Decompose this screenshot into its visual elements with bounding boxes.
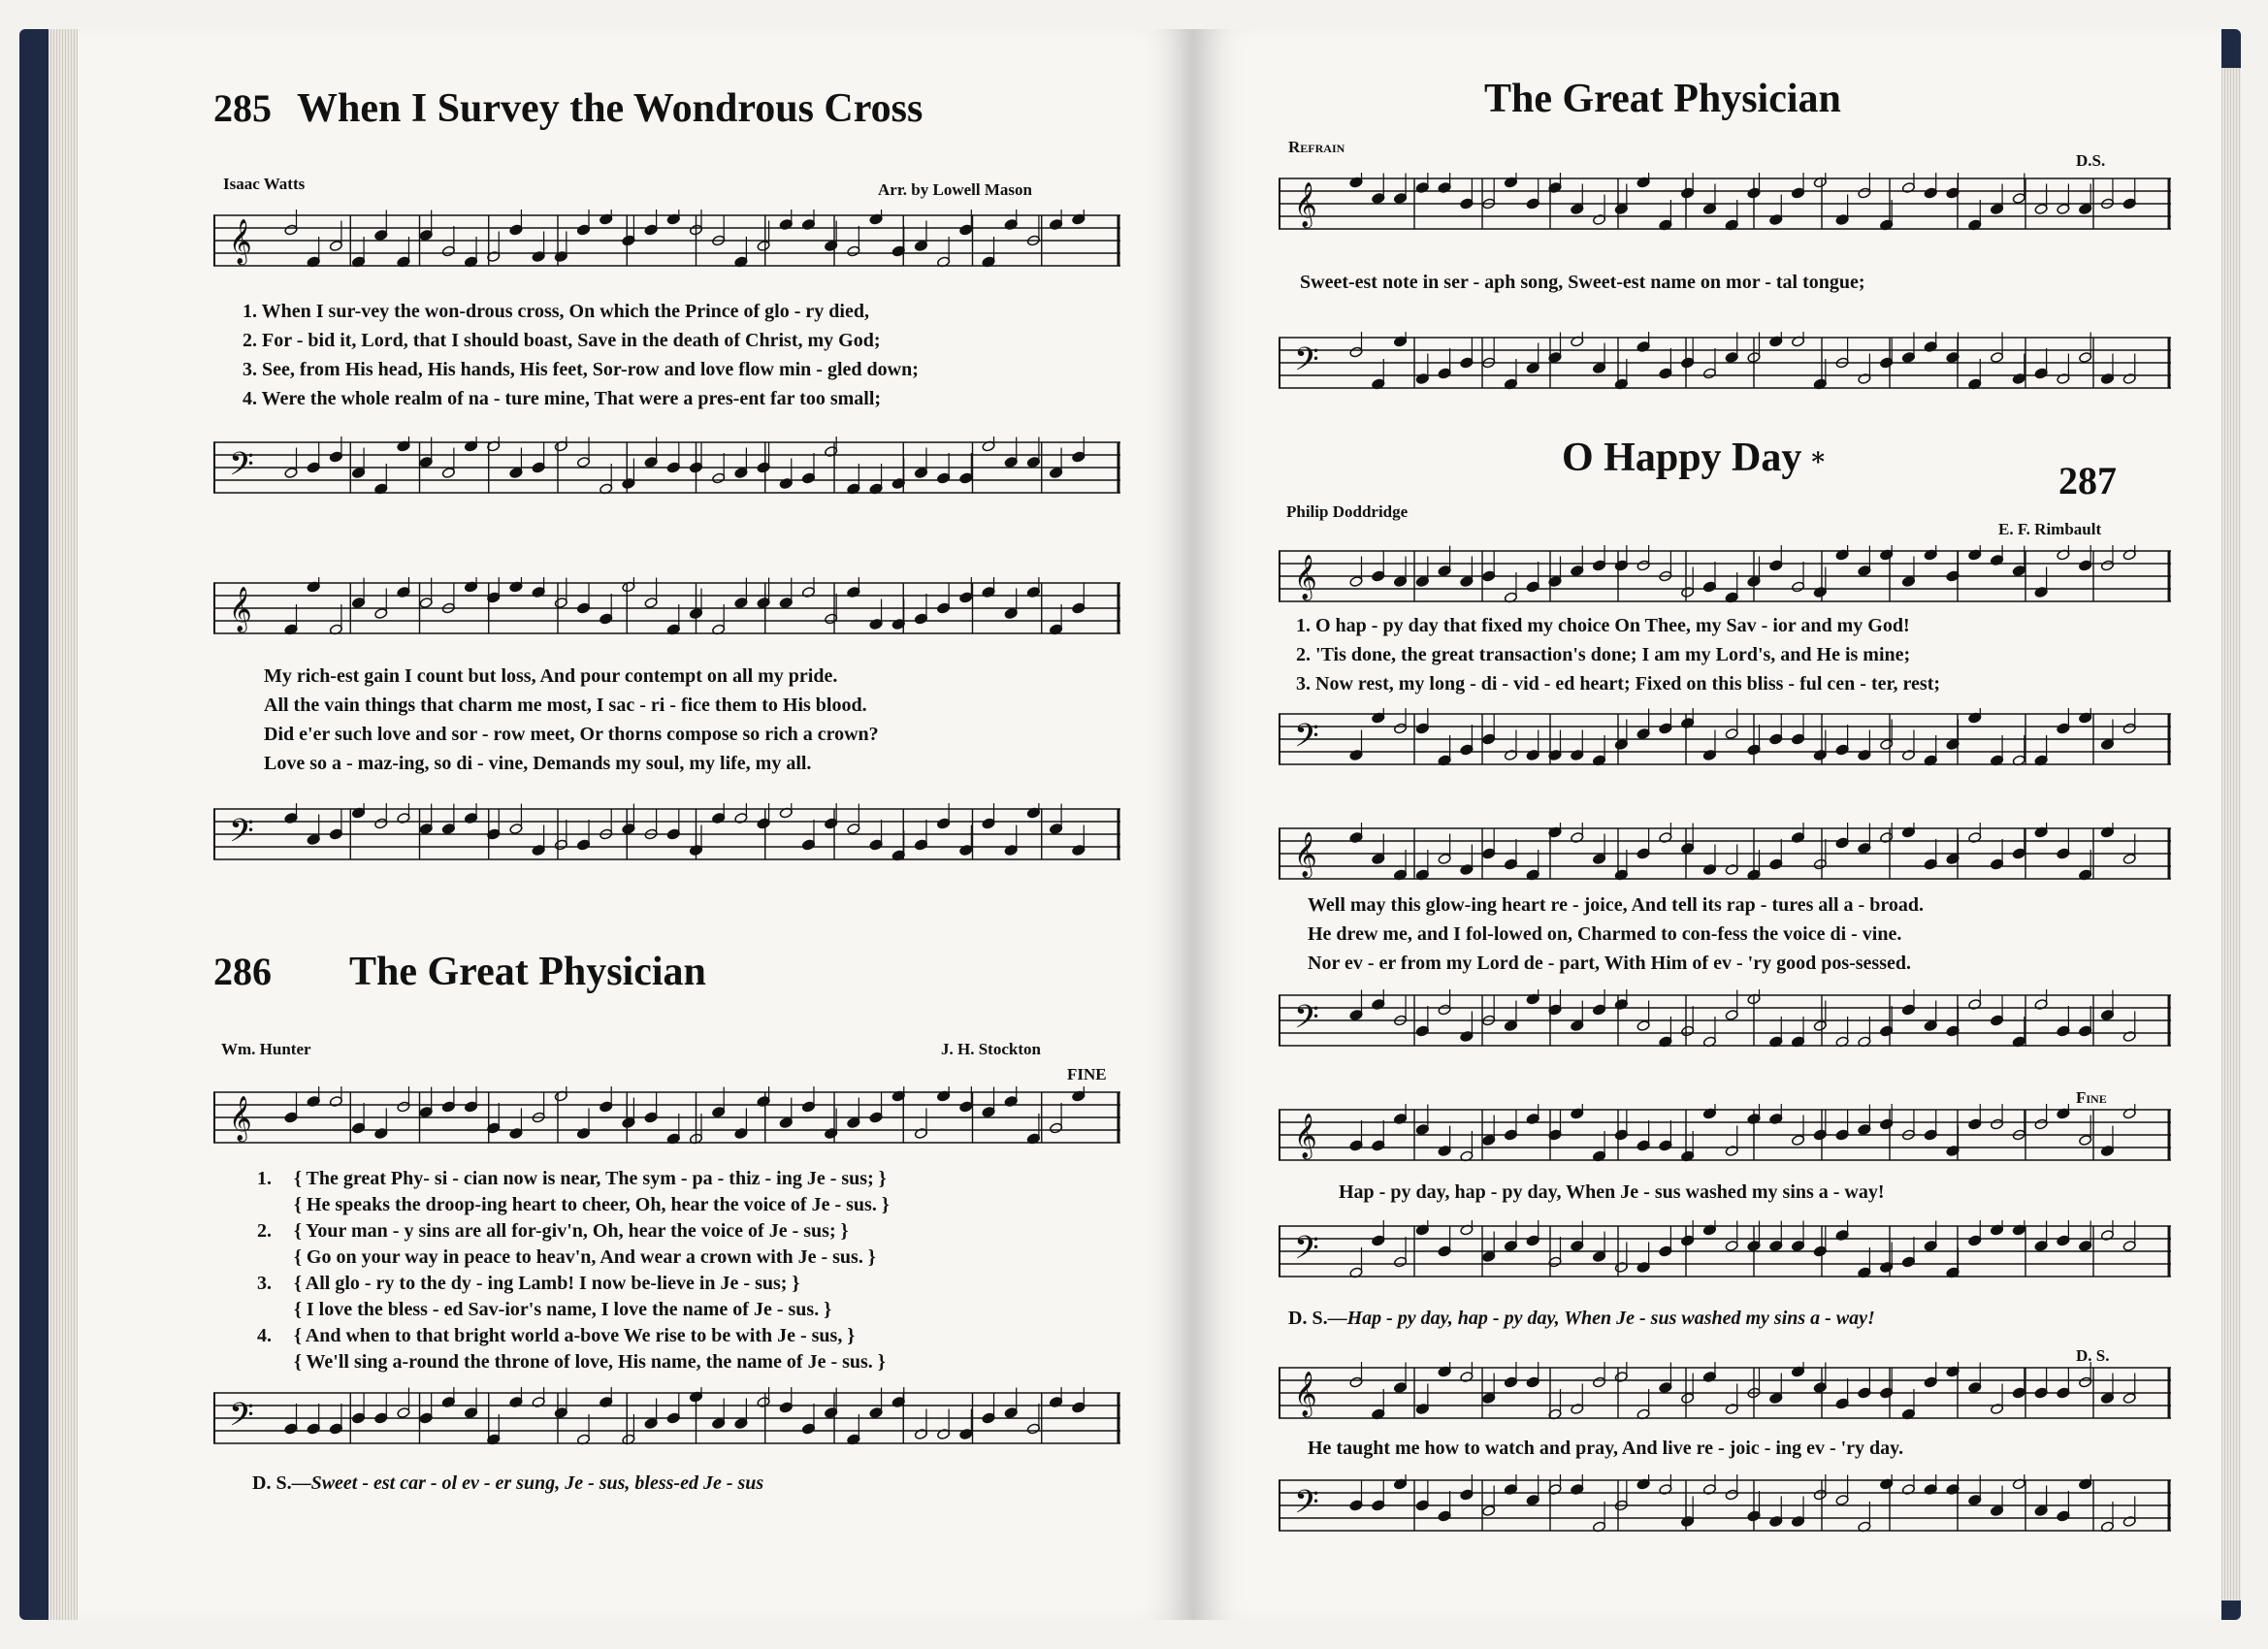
verse-line: 3. Now rest, my long - di - vid - ed heart; Fixed on this bliss - ful cen - ter, rest; [1296, 673, 1941, 695]
right-page [1193, 29, 2221, 1620]
music-staff-bass [213, 436, 1120, 499]
ds-mark: D. S. [2076, 1346, 2110, 1365]
svg-text:𝄞: 𝄞 [229, 1096, 252, 1141]
music-staff-bass [1279, 1474, 2171, 1536]
hymn-number: 285 [213, 86, 272, 130]
left-page [49, 29, 1193, 1620]
hymn-287-verses-a [1296, 611, 2169, 698]
svg-text:𝄞: 𝄞 [1294, 1372, 1317, 1416]
verse-line: He taught me how to watch and pray, And live re - joic - ing ev - 'ry day. [1308, 1438, 1904, 1459]
hymn-285-heading [213, 85, 923, 132]
verse-line: All the vain things that charm me most, I sac - ri - fice them to His blood. [264, 695, 867, 716]
hymn-title: The Great Physician [349, 950, 706, 994]
hymn-287-verses-b [1308, 890, 2171, 978]
hymn-author: Isaac Watts [223, 175, 306, 193]
verse-line: He drew me, and I fol-lowed on, Charmed to con-fess the voice di - vine. [1308, 923, 1902, 945]
svg-text:𝄞: 𝄞 [1294, 832, 1317, 877]
hymn-number: 286 [213, 950, 272, 993]
music-staff-bass [1279, 1220, 2171, 1282]
svg-text:𝄢: 𝄢 [229, 446, 254, 491]
hymn-author: Philip Doddridge [1286, 502, 1409, 521]
hymn-composer: J. H. Stockton [941, 1040, 1041, 1058]
verse-line: Nor ev - er from my Lord de - part, With Him of ev - 'ry good pos-sessed. [1308, 953, 1911, 974]
fine-mark: FINE [1067, 1065, 1107, 1083]
hymn-title: When I Survey the Wondrous Cross [297, 86, 923, 131]
music-staff-bass [213, 1387, 1120, 1449]
hymn-285-verses-a [243, 297, 1120, 413]
hymn-number: 287 [2058, 459, 2117, 502]
verse-line: 1. When I sur-vey the won-drous cross, On which the Prince of glo - ry died, [243, 301, 869, 322]
svg-text:𝄢: 𝄢 [229, 813, 254, 857]
music-staff-treble [1279, 823, 2171, 885]
music-staff-bass [1279, 989, 2171, 1051]
hymn-title: The Great Physician [1484, 77, 1841, 121]
last-lyric [1308, 1434, 2171, 1463]
music-staff-treble [213, 1086, 1120, 1148]
refrain-lyric [1339, 1178, 2173, 1207]
verse-line: 3. See, from His head, His hands, His feet, Sor-row and love flow min - gled down; [243, 359, 919, 380]
music-staff-bass [1279, 708, 2171, 770]
ds-mark: D.S. [2076, 151, 2106, 170]
verse-3: 3. { All glo - ry to the dy - ing Lamb! I now be-lieve in Je - sus; } { I love the bless - ed Sav-ior's name, I love the name of Je - sus. } [257, 1273, 832, 1320]
svg-text:𝄢: 𝄢 [1294, 341, 1319, 386]
verse-1: 1. { The great Phy- si - cian now is near, The sym - pa - thiz - ing Je - sus; } { He speaks the droop-ing heart to cheer, Oh, hear the voice of Je - sus. } [257, 1168, 890, 1215]
hymn-285-verses-b [264, 662, 1120, 778]
verse-line: 2. 'Tis done, the great transaction's done; I am my Lord's, and He is mine; [1296, 644, 1911, 665]
hymn-287-heading [1562, 435, 1825, 481]
refrain-line: Sweet-est note in ser - aph song, Sweet-est name on mor - tal tongue; [1300, 272, 1865, 293]
music-staff-treble [1279, 545, 2171, 607]
page-edges-left [49, 29, 78, 1620]
hymn-composer: Arr. by Lowell Mason [878, 180, 1032, 199]
music-staff-bass [213, 803, 1120, 865]
verse-line: My rich-est gain I count but loss, And pour contempt on all my pride. [264, 665, 838, 687]
verse-line: 1. O hap - py day that fixed my choice On Thee, my Sav - ior and my God! [1296, 615, 1910, 636]
svg-text:𝄞: 𝄞 [229, 587, 252, 631]
verse-line: 2. For - bid it, Lord, that I should boast, Save in the death of Christ, my God; [243, 330, 881, 351]
fine-mark: Fine [2076, 1088, 2107, 1107]
verse-line: Did e'er such love and sor - row meet, Or thorns compose so rich a crown? [264, 724, 879, 745]
music-staff-treble [213, 210, 1120, 272]
svg-text:𝄢: 𝄢 [1294, 1230, 1319, 1275]
svg-text:𝄢: 𝄢 [1294, 1484, 1319, 1529]
hymn-title: O Happy Day [1562, 436, 1802, 480]
svg-text:𝄞: 𝄞 [1294, 182, 1317, 227]
hymn-286-verses [257, 1166, 1111, 1375]
hymn-286-heading [213, 949, 706, 995]
music-staff-treble [1279, 1104, 2171, 1166]
footnote-star: * [1811, 448, 1825, 477]
hymn-286-continued-heading [1484, 76, 1841, 122]
svg-text:𝄢: 𝄢 [1294, 999, 1319, 1044]
hymnal-book [19, 29, 2241, 1620]
verse-line: Love so a - maz-ing, so di - vine, Demands my soul, my life, my all. [264, 753, 812, 774]
ds-line: D. S.—Hap - py day, hap - py day, When Je - sus washed my sins a - way! [1288, 1308, 1875, 1329]
svg-text:𝄢: 𝄢 [1294, 718, 1319, 762]
hymn-author: Wm. Hunter [221, 1040, 311, 1058]
svg-text:𝄢: 𝄢 [229, 1397, 254, 1441]
ds-line: D. S.—Sweet - est car - ol ev - er sung, Je - sus, bless-ed Je - sus [252, 1472, 764, 1494]
hymn-composer: E. F. Rimbault [1998, 520, 2102, 538]
music-staff-treble [1279, 173, 2171, 235]
verse-4: 4. { And when to that bright world a-bove We rise to be with Je - sus, } { We'll sing a-round the throne of love, His name, the name of Je - sus. } [257, 1325, 886, 1373]
refrain-lyric [1300, 268, 2173, 297]
music-staff-treble [1279, 1362, 2171, 1424]
svg-text:𝄞: 𝄞 [1294, 555, 1317, 599]
refrain-label: Refrain [1288, 138, 1345, 156]
svg-text:𝄞: 𝄞 [229, 219, 252, 264]
refrain-line: Hap - py day, hap - py day, When Je - sus washed my sins a - way! [1339, 1181, 1885, 1203]
music-staff-bass [1279, 332, 2171, 394]
music-staff-treble [213, 577, 1120, 639]
verse-2: 2. { Your man - y sins are all for-giv'n, Oh, hear the voice of Je - sus; } { Go on your way in peace to heav'n, And wear a crown with Je - sus. } [257, 1220, 876, 1268]
verse-line: Well may this glow-ing heart re - joice, And tell its rap - tures all a - broad. [1308, 894, 1924, 916]
svg-text:𝄞: 𝄞 [1294, 1114, 1317, 1158]
verse-line: 4. Were the whole realm of na - ture mine, That were a pres-ent far too small; [243, 388, 882, 409]
